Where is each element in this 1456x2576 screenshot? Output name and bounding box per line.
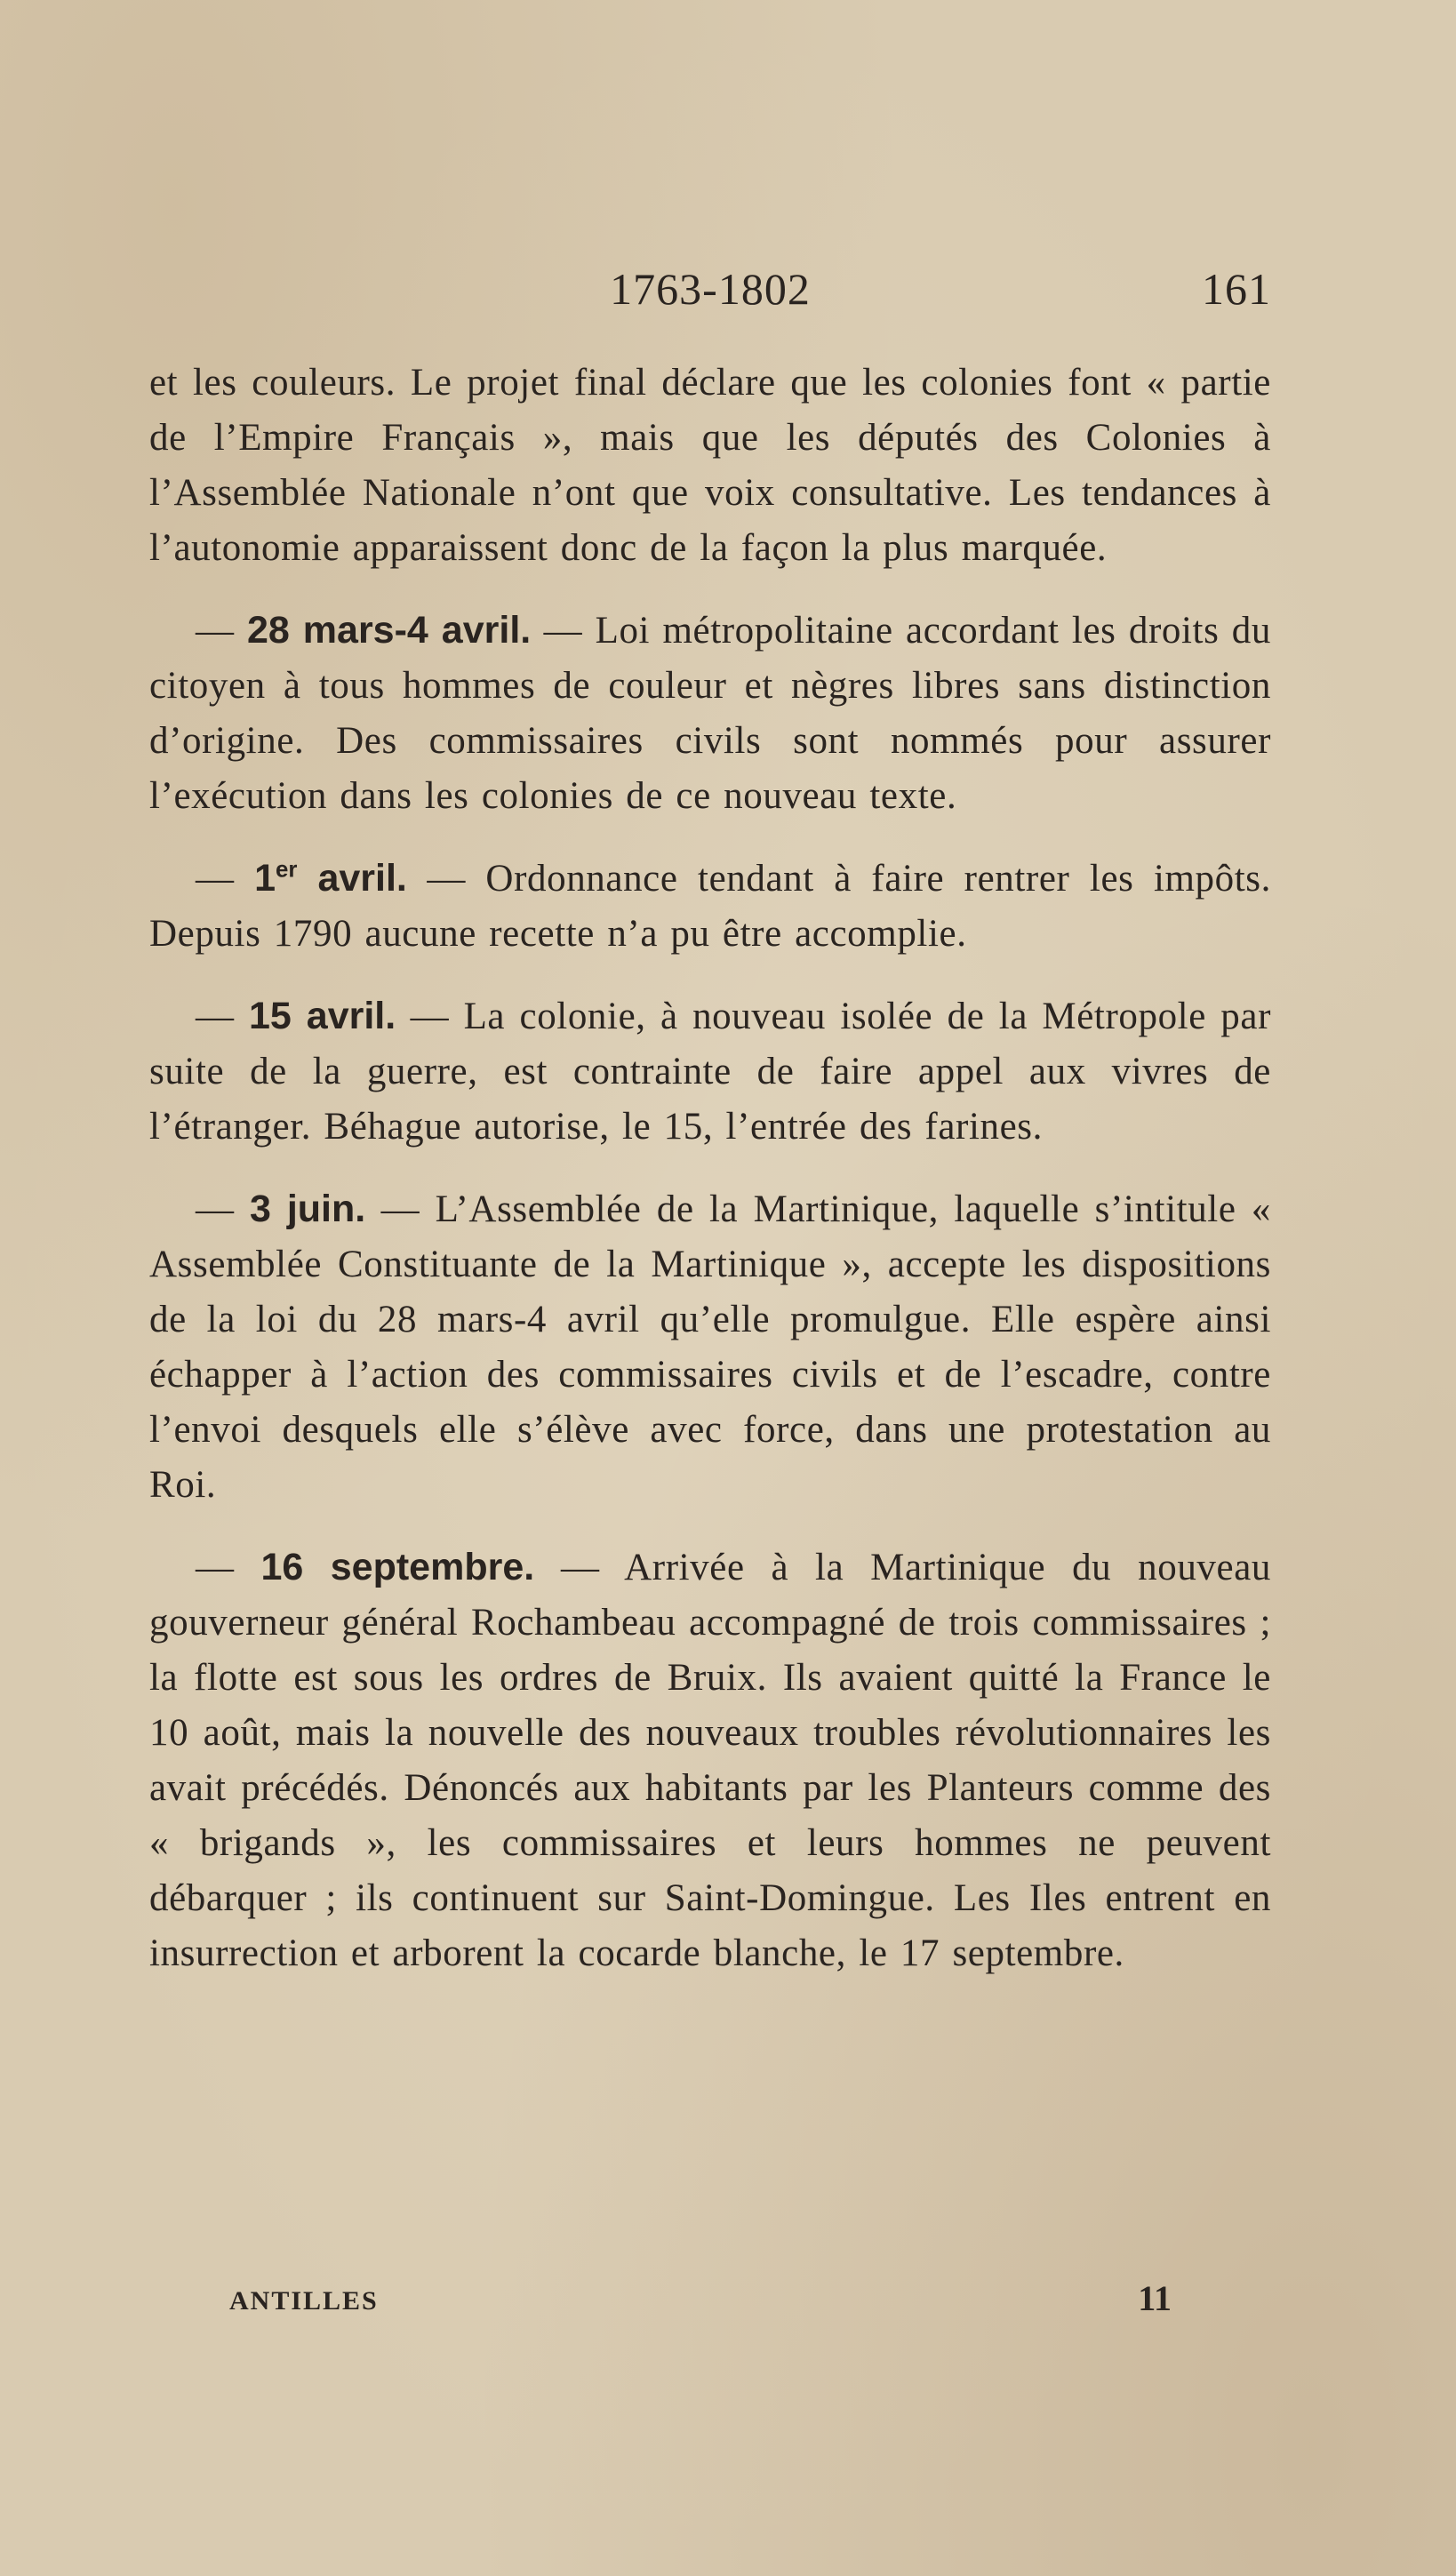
paragraph-continuation [149, 356, 1271, 576]
entry-date: 16 septembre. [260, 1546, 535, 1588]
chronology-entry [149, 603, 1271, 824]
entry-text: — La colonie, à nouveau isolée de la Métropole par suite de la guerre, est contrainte de faire appel aux vivres de l’étranger. Béhague autorise, le 15, l’entrée des farines. [149, 996, 1271, 1148]
entry-date: 28 mars-4 avril. [246, 609, 532, 652]
entry-date-day: 1 [254, 857, 276, 900]
entry-text: — Loi métropolitaine accordant les droits du citoyen à tous hommes de couleur et nègres libres sans distinction d’origine. Des commissaires civils sont nommés pour assurer l’exécution dans les colonies de ce nouveau texte. [149, 610, 1271, 817]
entry-dash: — [196, 858, 255, 900]
signature-line [229, 2277, 1172, 2322]
entry-dash: — [196, 610, 247, 652]
chronology-entry [149, 1540, 1271, 1981]
body-text [149, 356, 1271, 2008]
entry-date: 15 avril. [248, 995, 396, 1037]
printer-signature: ANTILLES [229, 2286, 379, 2316]
chronology-entry [149, 1181, 1271, 1513]
running-head [149, 263, 1271, 320]
entry-date: 3 juin. [249, 1188, 366, 1230]
entry-text: — Arrivée à la Martinique du nouveau gouverneur général Rochambeau accompagné de trois commissaires ; la flotte est sous les ordres de Bruix. Ils avaient quitté la France le 10 août, mais la nouvelle des nouveaux troubles révolutionnaires les avait précédés. Dénoncés aux habitants par les Planteurs comme des « brigands », les commissaires et leurs hommes ne peuvent débarquer ; ils continuent sur Saint-Domingue. Les Iles entrent en insurrection et arborent la cocarde blanche, le 17 septembre. [149, 1547, 1272, 1974]
entry-dash: — [196, 996, 249, 1037]
running-title: 1763-1802 [610, 264, 811, 314]
paragraph-text: et les couleurs. Le projet final déclare que les colonies font « partie de l’Empire Français », mais que les députés des Colonies à l’Assemblée Nationale n’ont que voix consultative. Les tendances à l’autonomie apparaissent donc de la façon la plus marquée. [149, 362, 1271, 569]
entry-date-superscript: er [276, 857, 298, 883]
entry-date [254, 857, 407, 900]
signature-number: 11 [1138, 2278, 1172, 2318]
entry-text: — L’Assemblée de la Martinique, laquelle s’intitule « Assemblée Constituante de la Martinique », accepte les dispositions de la loi du 28 mars-4 avril qu’elle promulgue. Elle espère ainsi échapper à l’action des commissaires civils et de l’escadre, contre l’envoi desquels elle s’élève avec force, dans une protestation au Roi. [149, 1188, 1271, 1506]
page-number: 161 [1202, 264, 1271, 314]
entry-dash: — [196, 1547, 261, 1588]
chronology-entry [149, 851, 1271, 962]
entry-date-month: avril. [297, 857, 407, 900]
entry-text: — Ordonnance tendant à faire rentrer les impôts. Depuis 1790 aucune recette n’a pu être accomplie. [149, 858, 1271, 955]
entry-dash: — [196, 1188, 250, 1230]
chronology-entry [149, 988, 1271, 1155]
